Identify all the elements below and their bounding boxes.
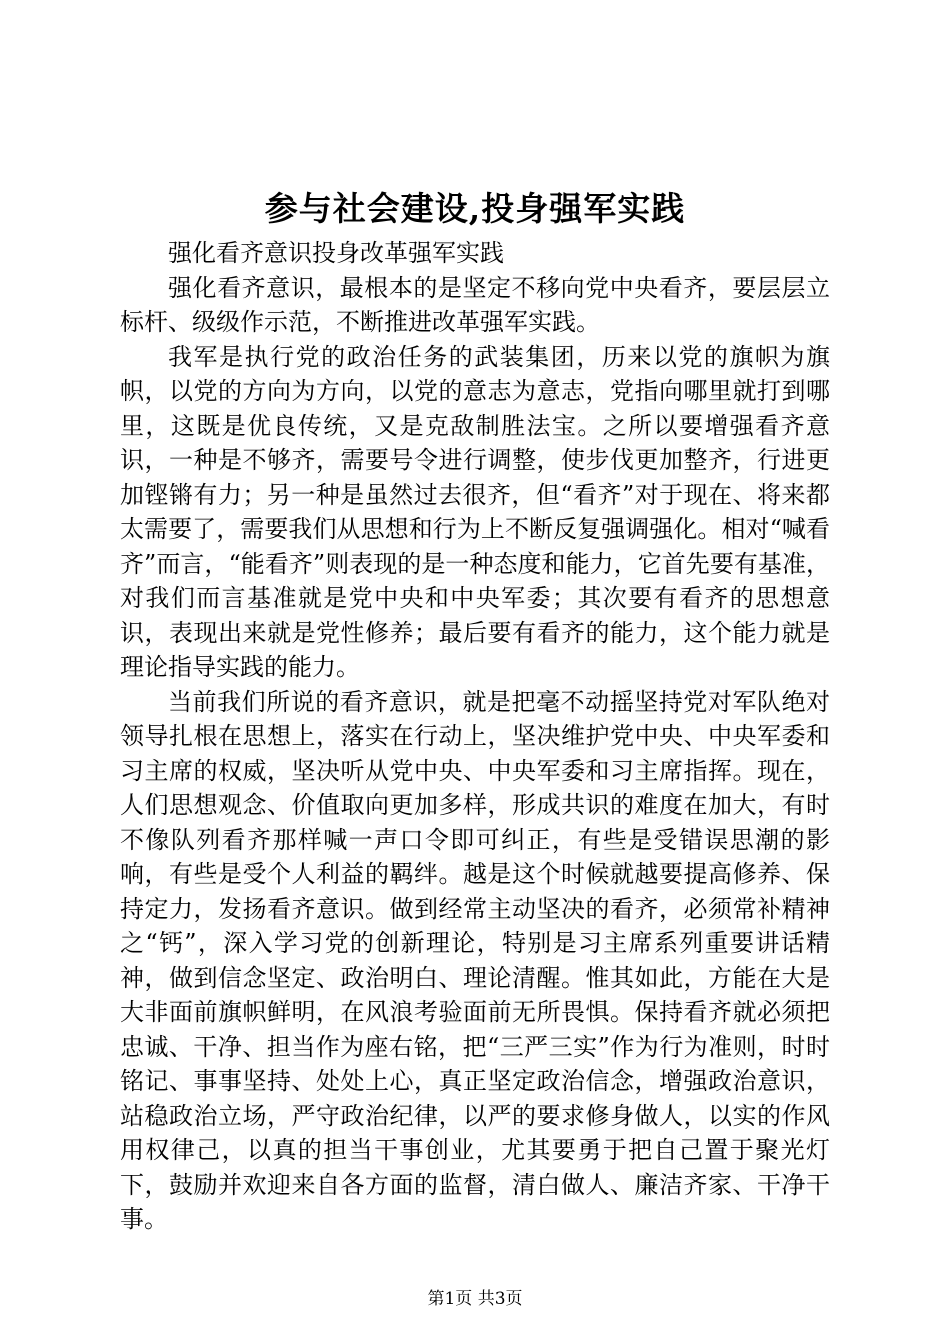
document-body (120, 236, 830, 1237)
paragraph: 当前我们所说的看齐意识，就是把毫不动摇坚持党对军队绝对领导扎根在思想上，落实在行动上，坚决维护党中央、中央军委和习主席的权威，坚决听从党中央、中央军委和习主席指挥。现在，人们思想观念、价值取向更加多样，形成共识的难度在加大，有时不像队列看齐那样喊一声口令即可纠正，有些是受错误思潮的影响，有些是受个人利益的羁绊。越是这个时候就越要提高修养、保持定力，发扬看齐意识。做到经常主动坚决的看齐，必须常补精神之“钙”，深入学习党的创新理论，特别是习主席系列重要讲话精神，做到信念坚定、政治明白、理论清醒。惟其如此，方能在大是大非面前旗帜鲜明，在风浪考验面前无所畏惧。保持看齐就必须把忠诚、干净、担当作为座右铭，把“三严三实”作为行为准则，时时铭记、事事坚持、处处上心，真正坚定政治信念，增强政治意识，站稳政治立场，严守政治纪律，以严的要求修身做人，以实的作风用权律己，以真的担当干事创业，尤其要勇于把自己置于聚光灯下，鼓励并欢迎来自各方面的监督，清白做人、廉洁齐家、干净干事。 (120, 687, 830, 1233)
document-title: 参与社会建设,投身强军实践 (264, 189, 686, 228)
page-footer: 第1页 共3页 (427, 1289, 523, 1309)
paragraph: 我军是执行党的政治任务的武装集团，历来以党的旗帜为旗帜，以党的方向为方向，以党的意志为意志，党指向哪里就打到哪里，这既是优良传统，又是克敌制胜法宝。之所以要增强看齐意识，一种是不够齐，需要号令进行调整，使步伐更加整齐，行进更加铿锵有力；另一种是虽然过去很齐，但“看齐”对于现在、将来都太需要了，需要我们从思想和行为上不断反复强调强化。相对“喊看齐”而言，“能看齐”则表现的是一种态度和能力，它首先要有基准，对我们而言基准就是党中央和中央军委；其次要有看齐的思想意识，表现出来就是党性修养；最后要有看齐的能力，这个能力就是理论指导实践的能力。 (120, 342, 830, 681)
paragraph: 强化看齐意识，最根本的是坚定不移向党中央看齐，要层层立标杆、级级作示范，不断推进改革强军实践。 (120, 273, 830, 336)
paragraph-subtitle: 强化看齐意识投身改革强军实践 (168, 239, 504, 267)
